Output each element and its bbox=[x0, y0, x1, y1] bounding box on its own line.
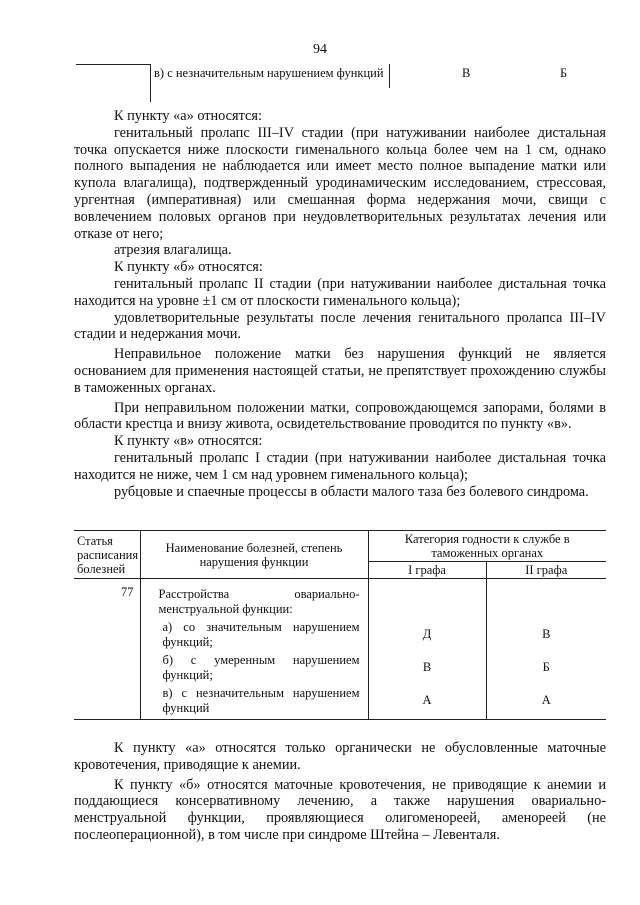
article-cell bbox=[74, 649, 140, 682]
header-article: Статья расписания болезней bbox=[74, 531, 140, 579]
article-number: 77 bbox=[74, 579, 140, 617]
fragment-category-1: В bbox=[462, 66, 471, 80]
category-cell bbox=[486, 579, 606, 617]
article-cell bbox=[74, 682, 140, 720]
paragraph: рубцовые и спаечные процессы в области малого таза без болевого синдрома. bbox=[114, 483, 589, 500]
paragraph: удовлетворительные результаты после лечения генитального пролапса III–IV стадии и недержания мочи. bbox=[74, 309, 606, 343]
paragraph: К пункту «б» относятся маточные кровотечения, не приводящие к анемии и поддающиеся консервативному лечению, а также нарушения овариально-менструальной функции, проявляющиеся олигоменореей, аменореей (не послеоперационной), в том числе при синдроме Штейна – Левенталя. bbox=[74, 776, 606, 843]
category-1-value: А bbox=[368, 682, 486, 720]
header-column-2: II графа bbox=[486, 562, 606, 579]
closing-text-block bbox=[74, 740, 606, 844]
paragraph: генитальный пролапс II стадии (при натуживании наиболее дистальная точка находится на уровне ±1 см от плоскости гименального кольца); bbox=[74, 275, 606, 309]
paragraph: К пункту «б» относятся: bbox=[114, 259, 263, 276]
category-cell bbox=[368, 579, 486, 617]
article-cell bbox=[74, 616, 140, 649]
paragraph: К пункту «в» относятся: bbox=[114, 433, 263, 450]
paragraph: К пункту «а» относятся только органически не обусловленные маточные кровотечения, приводящие к анемии. bbox=[74, 740, 606, 773]
header-category: Категория годности к службе в таможенных органах bbox=[368, 531, 606, 562]
category-2-value: В bbox=[542, 627, 551, 642]
paragraph: При неправильном положении матки, сопровождающемся запорами, болями в области крестца и внизу живота, освидетельствование проводится по пункту «в». bbox=[74, 399, 606, 433]
paragraph: К пункту «а» относятся: bbox=[114, 108, 262, 124]
header-column-1: I графа bbox=[368, 562, 486, 579]
table-row bbox=[74, 579, 606, 617]
disease-title: Расстройства овариально-менструальной функции: bbox=[140, 579, 368, 617]
main-text-block bbox=[74, 108, 606, 500]
fragment-category-2: Б bbox=[560, 66, 568, 80]
table-column-divider bbox=[150, 64, 151, 102]
fragment-row-text: в) с незначительным нарушением функций bbox=[154, 66, 384, 80]
table-row bbox=[74, 616, 606, 649]
table-continuation-fragment bbox=[76, 62, 604, 102]
category-1-value: В bbox=[368, 649, 486, 682]
disease-table bbox=[74, 530, 606, 720]
table-row bbox=[74, 682, 606, 720]
table-rule bbox=[76, 64, 150, 65]
paragraph: Неправильное положение матки без нарушения функций не является основанием для применения настоящей статьи, не препятствует прохождению службы в таможенных органах. bbox=[74, 346, 606, 396]
table-column-divider bbox=[389, 64, 390, 88]
paragraph: атрезия влагалища. bbox=[114, 242, 232, 259]
disease-subitem: б) с умеренным нарушением функций; bbox=[140, 649, 368, 682]
disease-subitem: в) с незначительным нарушением функций bbox=[140, 682, 368, 720]
table-row bbox=[74, 649, 606, 682]
page-number: 94 bbox=[313, 42, 327, 57]
paragraph: генитальный пролапс III–IV стадии (при натуживании наиболее дистальная точка опускается ниже плоскости гименального кольца более чем на 1 см, однако полного выпадения не наблюдается или имеет место полное выпадение матки или купола влагалища), подтвержденный уродинамическим исследованием, стрессовая, ургентная (императивная) или смешанная форма недержания мочи, свищи с вовлечением половых органов при неудовлетворительных результатах лечения или отказе от него; bbox=[74, 124, 606, 242]
header-disease-name: Наименование болезней, степень нарушения функции bbox=[140, 531, 368, 579]
disease-subitem: а) со значительным нарушением функций; bbox=[140, 616, 368, 649]
category-2-value: Б bbox=[542, 660, 550, 675]
category-2-value: А bbox=[486, 682, 606, 720]
category-1-value: Д bbox=[368, 616, 486, 649]
paragraph: генитальный пролапс I стадии (при натуживании наиболее дистальная точка находится не ниже, чем 1 см над уровнем гименального кольца); bbox=[74, 449, 606, 483]
